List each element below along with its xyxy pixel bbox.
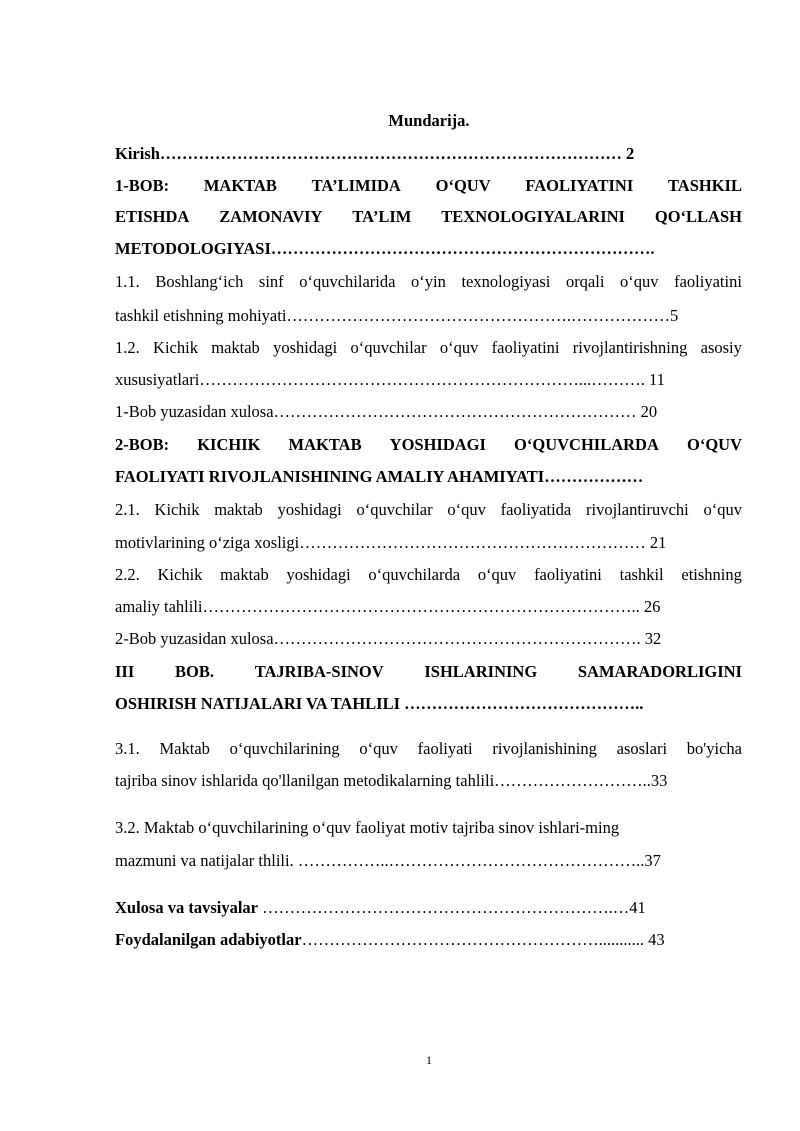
- toc-word: o‘quv: [439, 338, 479, 357]
- toc-word: O‘QUVCHILARDA: [514, 435, 659, 454]
- toc-section-2-2-line1: [115, 564, 742, 586]
- toc-word: TASHKIL: [668, 176, 742, 195]
- toc-word: YOSHIDAGI: [389, 435, 486, 454]
- toc-word: faoliyatini: [534, 565, 602, 584]
- toc-word: TAJRIBA-SINOV: [254, 662, 384, 681]
- toc-word: faoliyati: [417, 739, 473, 758]
- toc-section-3-2-line1: 3.2. Maktab o‘quvchilarining o‘quv faoliyat motiv tajriba sinov ishlari-ming: [115, 818, 620, 837]
- toc-word: yoshidagi: [277, 500, 342, 519]
- toc-section-1-2-line2: xususiyatlari……………………………………………………………...………. 11: [115, 370, 665, 389]
- toc-word: 2-BOB:: [115, 435, 170, 454]
- toc-adabiyotlar: [115, 929, 742, 951]
- toc-section-1-1-line1: [115, 271, 742, 293]
- toc-section-1-2-line1: [115, 337, 742, 359]
- toc-word: Kichik: [154, 500, 200, 519]
- toc-section-3-1-line2: tajriba sinov ishlarida qo'llanilgan metodikalarning tahlili………………………..33: [115, 771, 668, 790]
- toc-word: o‘yin: [411, 272, 446, 291]
- toc-bob1-line3: METODOLOGIYASI…………………………………………………………….: [115, 239, 655, 258]
- toc-word: 3.1.: [115, 739, 140, 758]
- toc-word: rivojlantirishning: [572, 338, 688, 357]
- toc-bob1-line1: [115, 175, 742, 197]
- toc-word: QO‘LLASH: [654, 207, 742, 226]
- toc-word: ZAMONAVIY: [219, 207, 323, 226]
- toc-word: Boshlang‘ich: [155, 272, 244, 291]
- toc-xulosa-dots: ……………………………………………………….…41: [258, 898, 646, 917]
- toc-word: KICHIK: [197, 435, 261, 454]
- toc-bob3-line1: [115, 661, 742, 683]
- toc-word: faoliyatini: [674, 272, 742, 291]
- toc-word: tashkil: [619, 565, 664, 584]
- toc-word: etishning: [681, 565, 742, 584]
- toc-word: bo'yicha: [686, 739, 742, 758]
- toc-word: 2.1.: [115, 500, 140, 519]
- toc-word: III: [115, 662, 135, 681]
- toc-bob1-xulosa: 1-Bob yuzasidan xulosa………………………………………………………… 20: [115, 402, 658, 421]
- toc-word: MAKTAB: [288, 435, 362, 454]
- toc-word: Kichik: [153, 338, 198, 357]
- toc-word: asosiy: [700, 338, 742, 357]
- toc-word: maktab: [211, 338, 260, 357]
- toc-adabiyotlar-label: Foydalanilgan adabiyotlar: [115, 930, 302, 949]
- toc-word: Kichik: [157, 565, 203, 584]
- toc-word: 1.2.: [115, 338, 140, 357]
- toc-word: o‘quvchilarida: [299, 272, 396, 291]
- toc-bob1-line2: [115, 206, 742, 228]
- toc-word: 1.1.: [115, 272, 140, 291]
- toc-adabiyotlar-dots: ………………………………………………........... 43: [301, 930, 665, 949]
- toc-word: FAOLIYATINI: [525, 176, 634, 195]
- toc-section-2-1-line1: [115, 499, 742, 521]
- toc-word: o‘quv: [447, 500, 486, 519]
- toc-word: o‘quvchilarda: [368, 565, 461, 584]
- toc-word: sinf: [258, 272, 284, 291]
- toc-word: TA’LIMIDA: [311, 176, 401, 195]
- toc-word: o‘quvchilar: [350, 338, 427, 357]
- toc-word: SAMARADORLIGINI: [577, 662, 742, 681]
- toc-word: maktab: [214, 500, 263, 519]
- toc-word: yoshidagi: [273, 338, 338, 357]
- toc-word: rivojlantiruvchi: [586, 500, 689, 519]
- toc-word: Maktab: [159, 739, 210, 758]
- toc-word: yoshidagi: [286, 565, 351, 584]
- toc-word: O‘QUV: [686, 435, 742, 454]
- toc-word: maktab: [220, 565, 269, 584]
- toc-bob2-line1: [115, 434, 742, 456]
- toc-word: o‘quvchilar: [356, 500, 433, 519]
- toc-word: ISHLARINING: [424, 662, 538, 681]
- toc-word: 1-BOB:: [115, 176, 170, 195]
- toc-section-3-1-line1: [115, 738, 742, 760]
- toc-word: orqali: [565, 272, 605, 291]
- toc-xulosa-label: Xulosa va tavsiyalar: [115, 898, 259, 917]
- toc-word: ETISHDA: [115, 207, 190, 226]
- toc-word: 2.2.: [115, 565, 140, 584]
- toc-bob2-line2: FAOLIYATI RIVOJLANISHINING AMALIY AHAMIYATI………………: [115, 467, 644, 486]
- toc-section-2-2-line2: amaliy tahlili…………………………………………………………………….. 26: [115, 597, 661, 616]
- toc-word: rivojlanishining: [492, 739, 597, 758]
- toc-word: BOB.: [174, 662, 214, 681]
- page-number: 1: [426, 1053, 432, 1067]
- toc-section-3-2-line2: mazmuni va natijalar thlili. ……………..………………………………………..37: [115, 851, 661, 870]
- toc-word: TEXNOLOGIYALARINI: [441, 207, 625, 226]
- toc-word: asoslari: [616, 739, 668, 758]
- toc-word: o‘quv: [359, 739, 398, 758]
- page-title: Mundarija.: [388, 111, 470, 130]
- toc-word: MAKTAB: [203, 176, 277, 195]
- toc-word: o‘quv: [620, 272, 659, 291]
- toc-section-1-1-line2: tashkil etishning mohiyati…………………………………………….………………5: [115, 306, 679, 325]
- toc-bob2-xulosa: 2-Bob yuzasidan xulosa…………………………………………………………. 32: [115, 629, 662, 648]
- toc-xulosa: [115, 897, 742, 919]
- toc-bob3-line2: OSHIRISH NATIJALARI VA TAHLILI ……………………………………..: [115, 694, 644, 713]
- toc-word: faoliyatini: [491, 338, 560, 357]
- toc-word: TA’LIM: [352, 207, 412, 226]
- toc-word: o‘quvchilarining: [229, 739, 340, 758]
- toc-word: O‘QUV: [435, 176, 491, 195]
- toc-word: o‘quv: [477, 565, 517, 584]
- toc-word: o‘quv: [703, 500, 742, 519]
- toc-section-2-1-line2: motivlarining o‘ziga xosligi……………………………………………………… 21: [115, 533, 667, 552]
- toc-word: texnologiyasi: [461, 272, 551, 291]
- toc-kirish: Kirish………………………………………………………………………… 2: [115, 144, 635, 163]
- toc-word: faoliyatida: [500, 500, 572, 519]
